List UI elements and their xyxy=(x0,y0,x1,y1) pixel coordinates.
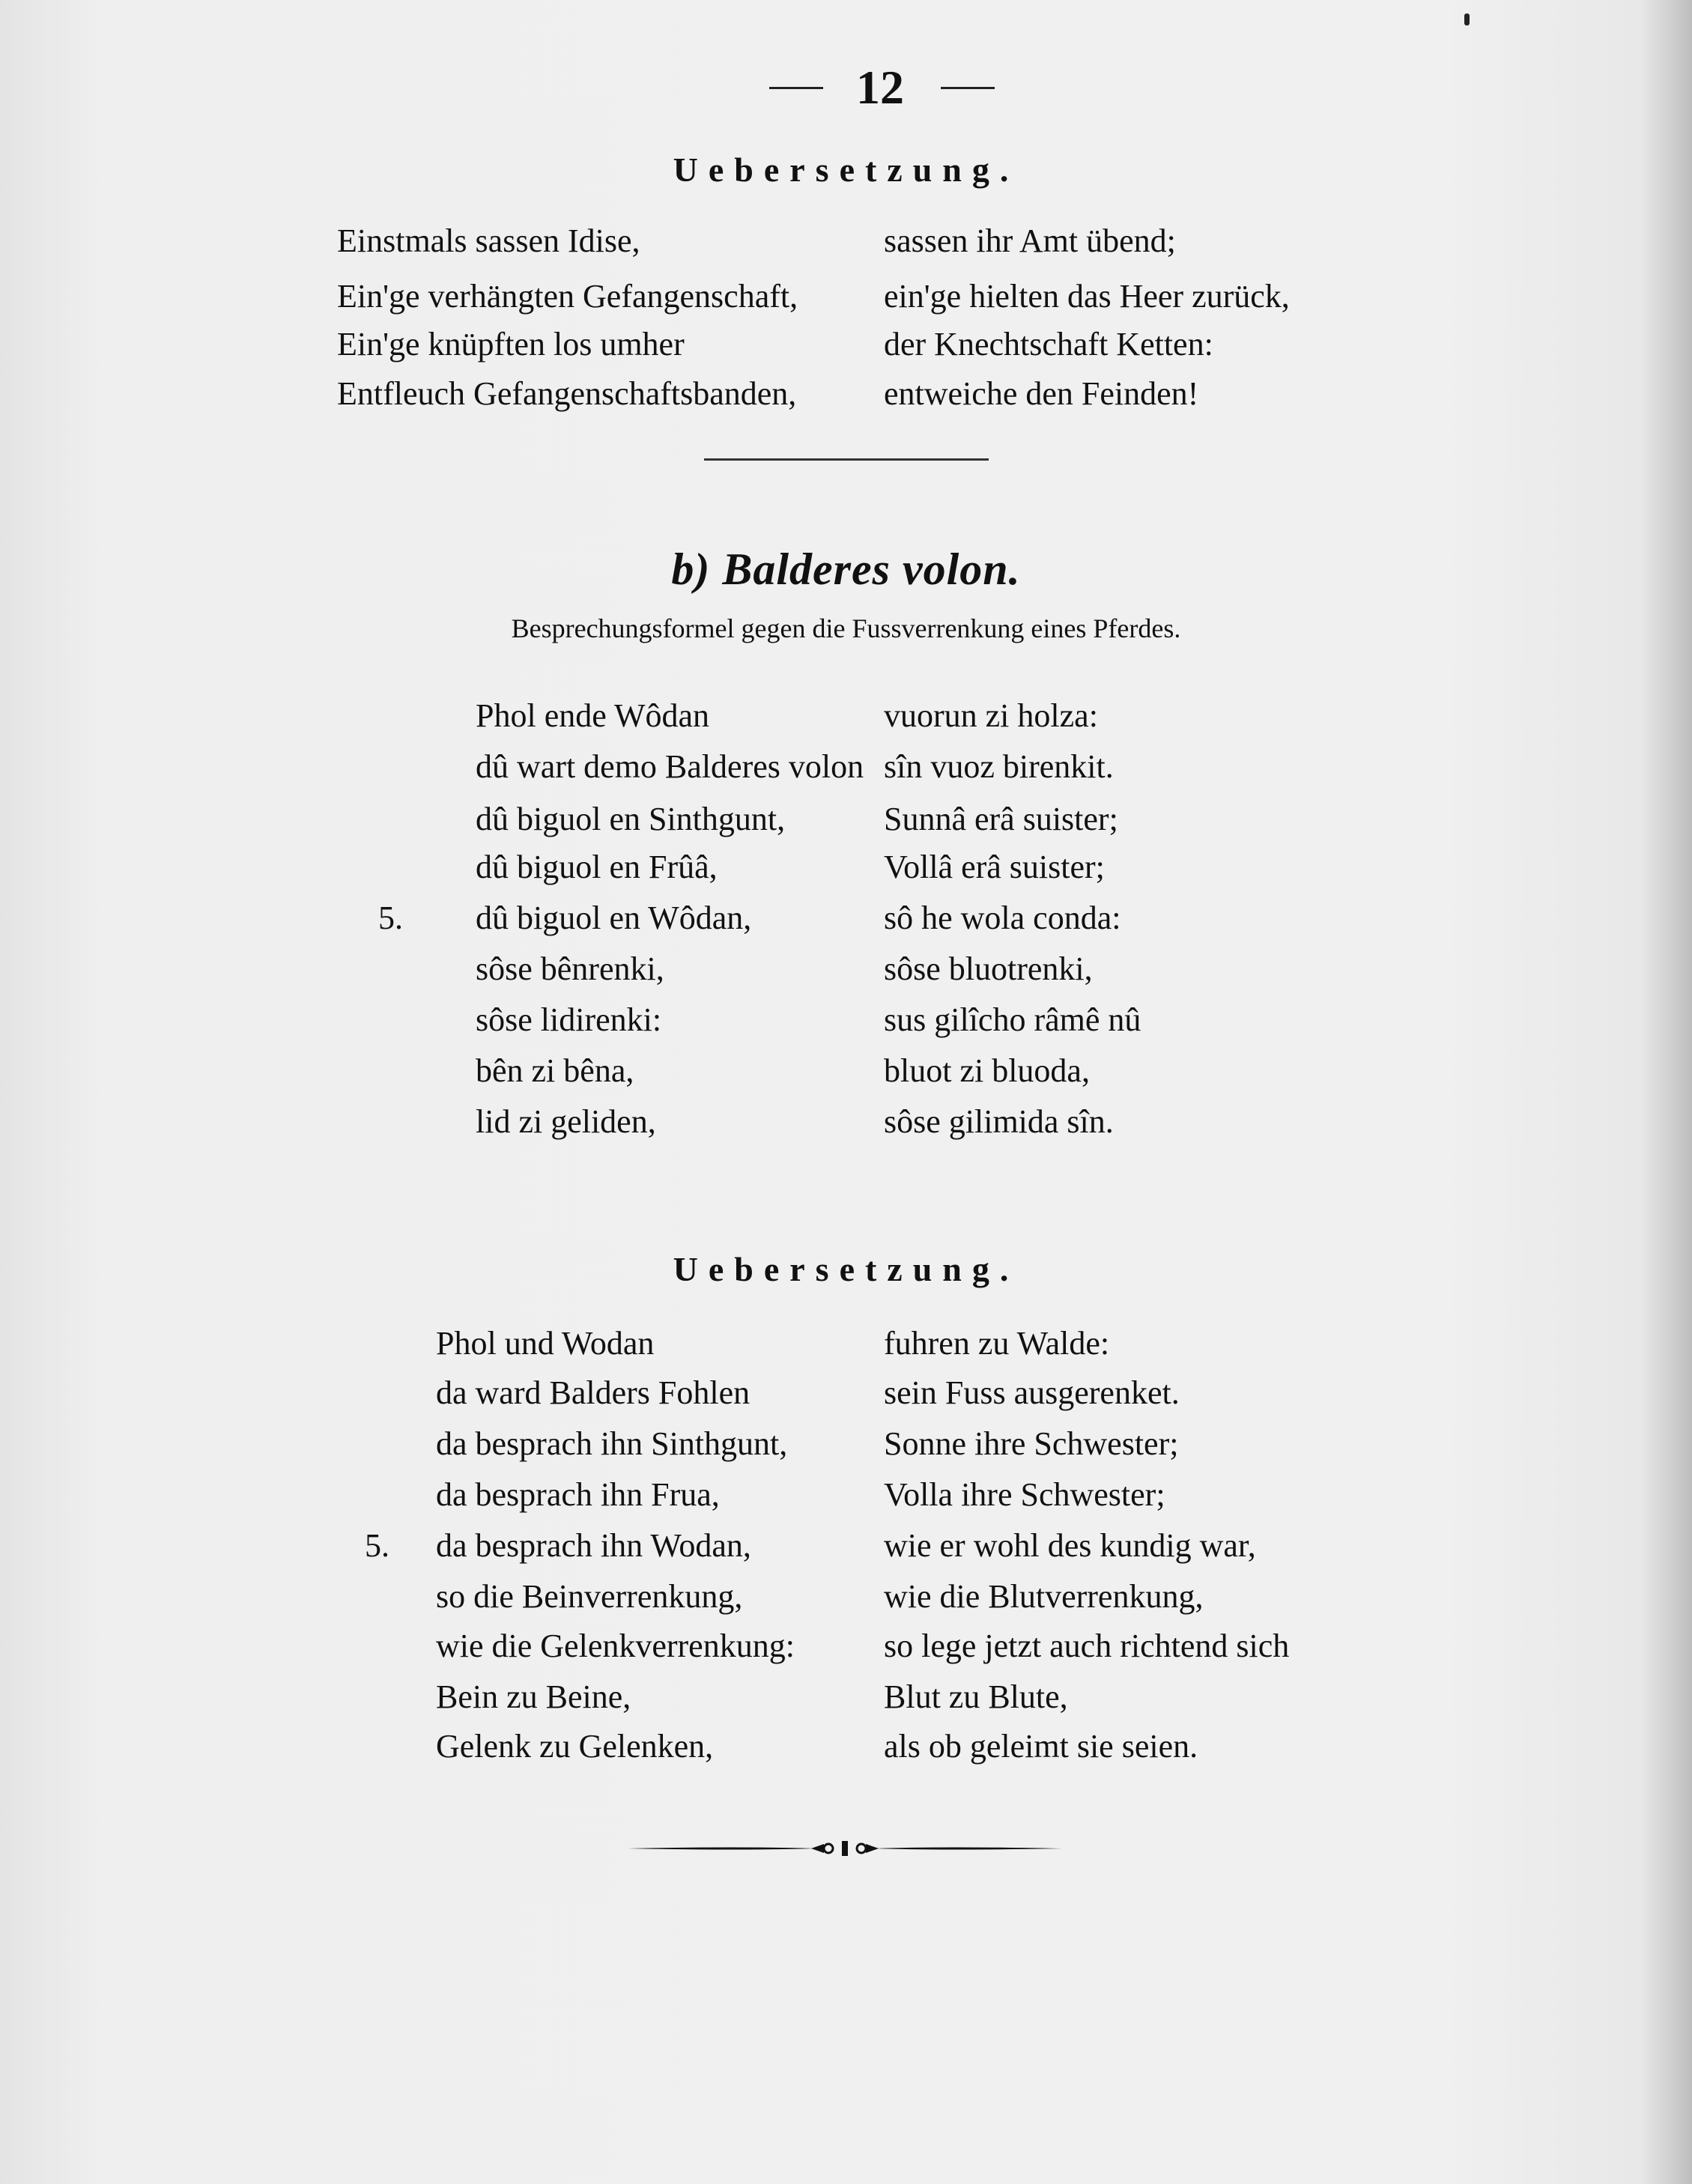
verse-right: Vollâ erâ suister; xyxy=(884,849,1105,885)
verse-right: als ob geleimt sie seien. xyxy=(884,1728,1198,1765)
verse-left: da ward Balders Fohlen xyxy=(436,1374,751,1411)
verse-number: 5. xyxy=(378,900,403,936)
page-number: 12 xyxy=(856,61,904,114)
section-b-subtitle: Besprechungsformel gegen die Fussverrenkung eines Pferdes. xyxy=(511,613,1181,643)
verse-left: so die Beinverrenkung, xyxy=(436,1578,743,1615)
verse-right: vuorun zi holza: xyxy=(884,697,1098,734)
header-dash-right xyxy=(941,87,995,89)
verse-right: bluot zi bluoda, xyxy=(884,1052,1090,1089)
verse-left: dû wart demo Balderes volon xyxy=(476,748,864,785)
verse-right: sus gilîcho râmê nû xyxy=(884,1001,1141,1038)
verse-right: Blut zu Blute, xyxy=(884,1678,1068,1715)
verse-right: ein'ge hielten das Heer zurück, xyxy=(884,278,1290,315)
ink-speck xyxy=(1464,13,1470,25)
header-dash-left xyxy=(769,87,823,89)
verse-left: Phol ende Wôdan xyxy=(476,697,710,734)
verse-right: entweiche den Feinden! xyxy=(884,375,1199,412)
verse-left: Entfleuch Gefangenschaftsbanden, xyxy=(337,375,797,412)
verse-left: dû biguol en Frûâ, xyxy=(476,849,718,885)
verse-right: wie die Blutverrenkung, xyxy=(884,1578,1204,1615)
verse-left: Gelenk zu Gelenken, xyxy=(436,1728,714,1765)
verse-right: sassen ihr Amt übend; xyxy=(884,222,1176,259)
verse-left: da besprach ihn Sinthgunt, xyxy=(436,1425,788,1462)
verse-right: Sonne ihre Schwester; xyxy=(884,1425,1179,1462)
section-b-heading: b) Balderes volon. xyxy=(671,545,1021,594)
verse-number: 5. xyxy=(365,1527,389,1564)
verse-left: wie die Gelenkverrenkung: xyxy=(436,1628,795,1664)
verse-right: fuhren zu Walde: xyxy=(884,1325,1110,1362)
verse-right: der Knechtschaft Ketten: xyxy=(884,326,1213,363)
verse-left: Bein zu Beine, xyxy=(436,1678,631,1715)
translation-heading-a: Uebersetzung. xyxy=(673,151,1019,189)
translation-heading-c: Uebersetzung. xyxy=(673,1250,1019,1288)
verse-left: Einstmals sassen Idise, xyxy=(337,222,640,259)
verse-left: Phol und Wodan xyxy=(436,1325,655,1362)
verse-left: Ein'ge verhängten Gefangenschaft, xyxy=(337,278,798,315)
verse-left: sôse bênrenki, xyxy=(476,950,664,987)
verse-right: sîn vuoz birenkit. xyxy=(884,748,1114,785)
verse-left: da besprach ihn Wodan, xyxy=(436,1527,751,1564)
section-divider-rule xyxy=(704,458,989,461)
verse-right: Volla ihre Schwester; xyxy=(884,1476,1165,1513)
verse-left: dû biguol en Sinthgunt, xyxy=(476,801,786,837)
verse-right: Sunnâ erâ suister; xyxy=(884,801,1118,837)
verse-right: sôse bluotrenki, xyxy=(884,950,1093,987)
verse-right: so lege jetzt auch richtend sich xyxy=(884,1628,1290,1664)
ornamental-divider xyxy=(628,1833,1062,1863)
verse-right: sô he wola conda: xyxy=(884,900,1121,936)
page-header xyxy=(0,60,1692,112)
verse-left: dû biguol en Wôdan, xyxy=(476,900,752,936)
verse-left: da besprach ihn Frua, xyxy=(436,1476,720,1513)
page-edge-shadow xyxy=(1640,0,1692,2184)
verse-left: lid zi geliden, xyxy=(476,1103,656,1140)
verse-left: sôse lidirenki: xyxy=(476,1001,662,1038)
verse-left: Ein'ge knüpften los umher xyxy=(337,326,685,363)
verse-right: sein Fuss ausgerenket. xyxy=(884,1374,1180,1411)
verse-right: sôse gilimida sîn. xyxy=(884,1103,1114,1140)
verse-left: bên zi bêna, xyxy=(476,1052,634,1089)
verse-right: wie er wohl des kundig war, xyxy=(884,1527,1256,1564)
